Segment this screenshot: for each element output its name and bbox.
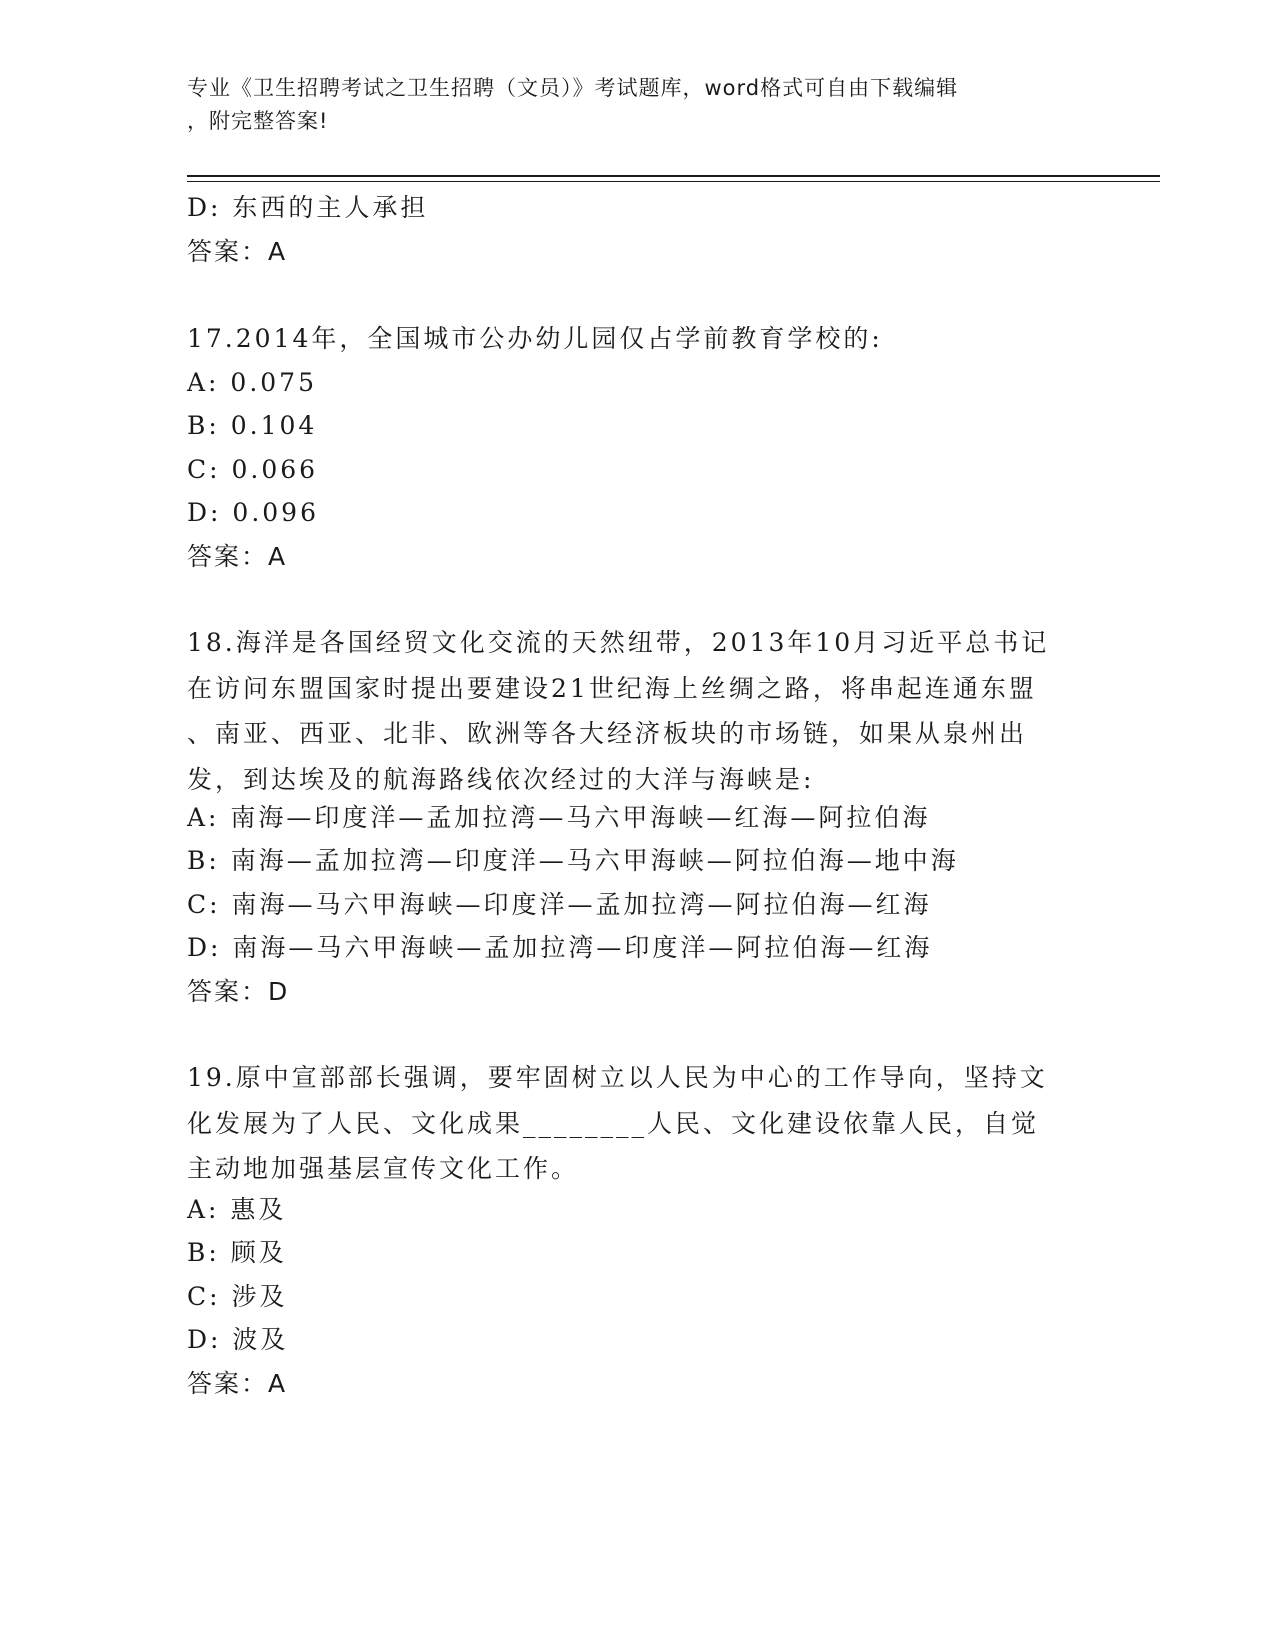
q18-stem-line: 发，到达埃及的航海路线依次经过的大洋与海峡是: xyxy=(187,764,815,794)
q18-answer: 答案：D xyxy=(187,977,290,1006)
header-divider-thick xyxy=(187,175,1160,177)
prev-answer: 答案：A xyxy=(187,237,288,266)
q18-stem-line: 、南亚、西亚、北非、欧洲等各大经济板块的市场链，如果从泉州出 xyxy=(187,719,1028,749)
q19-option-c: C: 涉及 xyxy=(187,1282,288,1311)
q17-option-d: D: 0.096 xyxy=(187,498,319,527)
header-line-2: ，附完整答案! xyxy=(187,109,329,133)
q17-option-a: A: 0.075 xyxy=(187,368,317,397)
prev-option-d: D: 东西的主人承担 xyxy=(187,193,429,222)
q18-option-a: A: 南海—印度洋—孟加拉湾—马六甲海峡—红海—阿拉伯海 xyxy=(187,803,931,832)
q17-option-c: C: 0.066 xyxy=(187,455,319,484)
document-header xyxy=(187,72,1067,138)
q18-stem xyxy=(187,620,1087,802)
q18-stem-line: 在访问东盟国家时提出要建设21世纪海上丝绸之路，将串起连通东盟 xyxy=(187,673,1037,703)
q19-answer: 答案：A xyxy=(187,1369,288,1398)
q19-stem-line: 19.原中宣部部长强调，要牢固树立以人民为中心的工作导向，坚持文 xyxy=(187,1063,1048,1092)
header-divider-thin xyxy=(187,181,1160,182)
q17-option-b: B: 0.104 xyxy=(187,411,318,440)
q19-option-a: A: 惠及 xyxy=(187,1195,287,1224)
q18-stem-line: 18.海洋是各国经贸文化交流的天然纽带，2013年10月习近平总书记 xyxy=(187,628,1050,657)
q19-option-d: D: 波及 xyxy=(187,1325,289,1354)
header-line-1: 专业《卫生招聘考试之卫生招聘（文员）》考试题库，word格式可自由下载编辑 xyxy=(187,76,959,100)
q19-stem xyxy=(187,1055,1087,1192)
q17-stem: 17.2014年，全国城市公办幼儿园仅占学前教育学校的: xyxy=(187,324,883,353)
q19-stem-line: 主动地加强基层宣传文化工作。 xyxy=(187,1154,580,1184)
q19-stem-line: 化发展为了人民、文化成果________人民、文化建设依靠人民，自觉 xyxy=(187,1108,1040,1138)
q18-option-d: D: 南海—马六甲海峡—孟加拉湾—印度洋—阿拉伯海—红海 xyxy=(187,933,933,962)
q19-option-b: B: 顾及 xyxy=(187,1238,287,1267)
q17-answer: 答案：A xyxy=(187,542,288,571)
q18-option-c: C: 南海—马六甲海峡—印度洋—孟加拉湾—阿拉伯海—红海 xyxy=(187,890,932,919)
q18-option-b: B: 南海—孟加拉湾—印度洋—马六甲海峡—阿拉伯海—地中海 xyxy=(187,846,959,875)
